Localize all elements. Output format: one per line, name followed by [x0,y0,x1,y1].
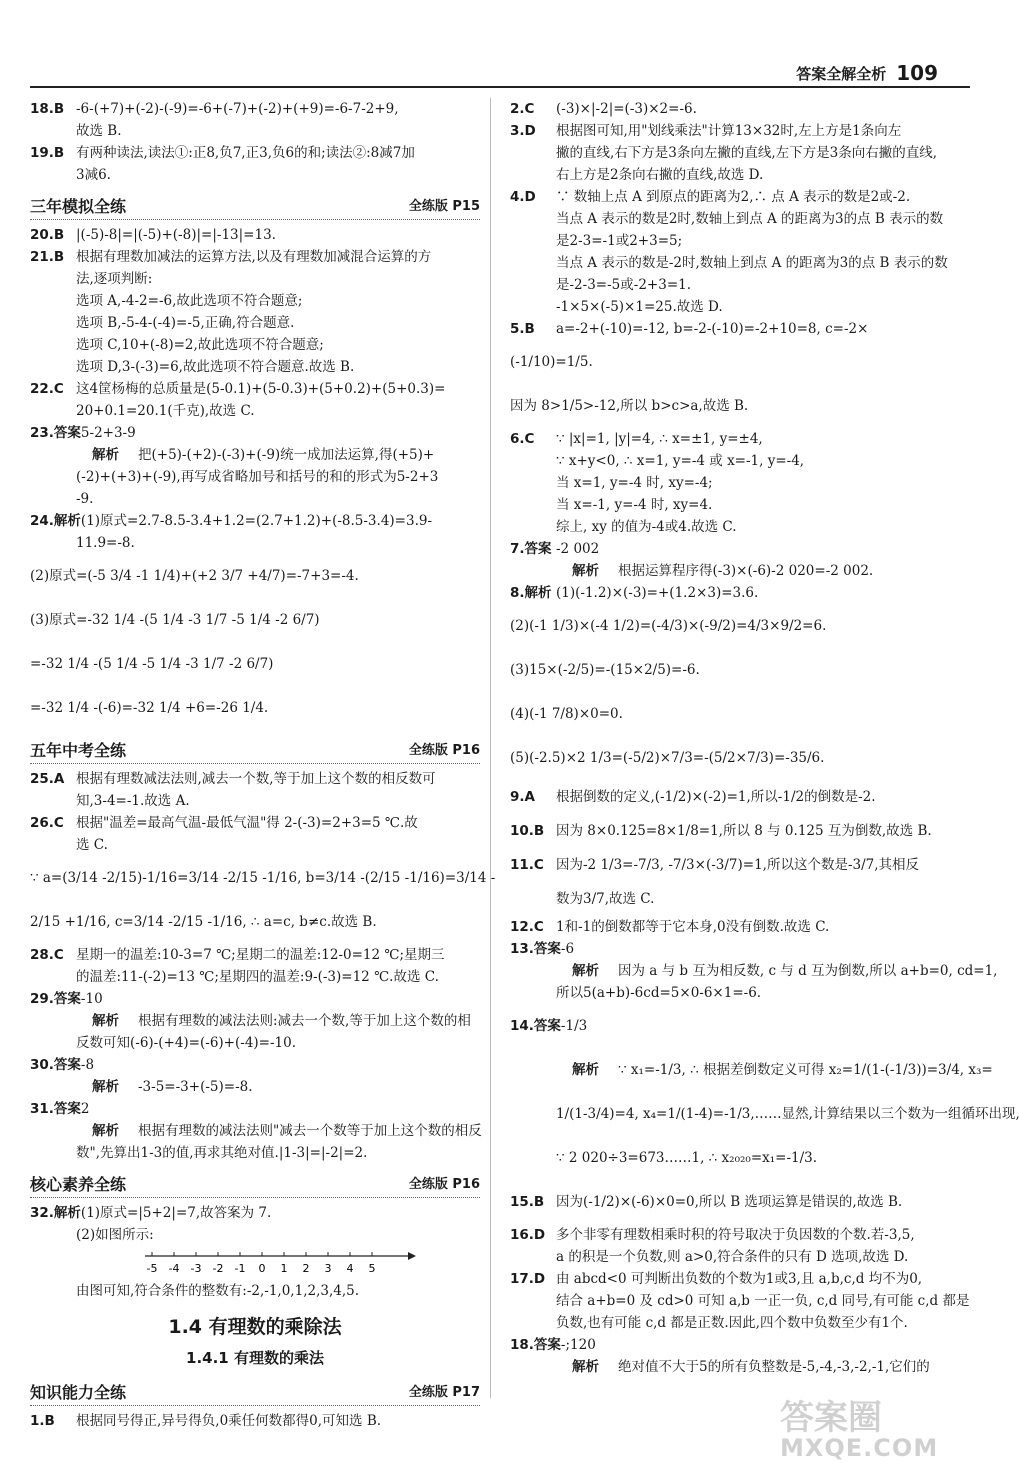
text-line [30,356,480,378]
line-text: 当点 A 表示的数是2时,数轴上到点 A 的距离为3的点 B 表示的数 [556,211,944,227]
number-line [140,1246,420,1280]
text-line [510,692,960,736]
line-text: 撇的直线,右下方是3条向左撇的直线,左下方是3条向右撇的直线, [556,145,938,161]
line-text: a 的积是一个负数,则 a>0,符合条件的只有 D 选项,故选 D. [556,1249,909,1265]
text-line [510,938,960,960]
text-line [30,334,480,356]
text-line [30,1202,480,1224]
question-number: 18.B [30,101,65,117]
question-number: 31.答案 [30,1101,81,1117]
number-line-svg [140,1246,420,1280]
text-line [510,494,960,516]
line-text: (5)(-2.5)×2 1/3=(-5/2)×7/3=-(5/2×7/3)=-35/6. [510,750,825,766]
analysis-tag: 解析 [92,1123,119,1139]
text-line [510,186,960,208]
line-text: 2 [80,1101,90,1117]
line-text: 由图可知,符合条件的整数有:-2,-1,0,1,2,3,4,5. [76,1283,360,1299]
text-line [30,1142,480,1164]
analysis-tag: 解析 [92,1079,119,1095]
question-number: 25.A [30,771,65,787]
text-line [510,318,960,340]
question-number: 19.B [30,145,65,161]
number-line-label: 3 [324,1262,332,1275]
line-text: -2 002 [556,541,600,557]
line-text: -6-(+7)+(-2)-(-9)=-6+(-7)+(-2)+(+9)=-6-7-2+9, [76,101,399,117]
text-line [510,814,960,848]
line-text: (2)原式=(-5 3/4 -1 1/4)+(+2 3/7 +4/7)=-7+3=-4. [30,568,359,584]
question-number: 24.解析 [30,513,81,529]
text-line [510,450,960,472]
line-text: 因为 8×0.125=8×1/8=1,所以 8 与 0.125 互为倒数,故选 B. [556,823,932,839]
line-text: (-2)+(+3)+(-9),再写成省略加号和括号的和的形式为5-2+3 [76,469,439,485]
number-line-label: 1 [280,1262,288,1275]
text-line [510,1004,960,1048]
right-block-2-math [510,604,960,780]
question-number: 8.解析 [510,585,552,601]
text-line [30,790,480,812]
line-text: 根据"温差=最高气温-最低气温"得 2-(-3)=2+3=5 ℃.故 [76,815,418,831]
section-header-zhishi [30,1376,480,1406]
text-line [510,982,960,1004]
question-number: 20.B [30,227,65,243]
line-text: (1)原式=2.7-8.5-3.4+1.2=(2.7+1.2)+(-8.5-3.4)=3.9- [80,513,433,529]
right-block-6 [510,1224,970,1378]
text-line [30,290,480,312]
line-text: 根据有理数的减法法则:减去一个数,等于加上这个数的相 [138,1013,471,1029]
line-text: ∵ x+y<0, ∴ x=1, y=-4 或 x=-1, y=-4, [556,453,805,469]
text-line [510,1224,960,1246]
question-number: 1.B [30,1413,55,1429]
question-number: 11.C [510,857,544,873]
text-line [30,488,480,510]
line-text: 5-2+3-9 [80,425,136,441]
line-text: (1)原式=|5+2|=7,故答案为 7. [80,1205,272,1221]
section-ref: 全练版 P16 [401,739,480,763]
line-text: 数为3/7,故选 C. [556,891,655,907]
number-line-label: 5 [368,1262,376,1275]
text-line [30,400,480,422]
text-line [30,1098,480,1120]
line-text: 1和-1的倒数都等于它本身,0没有倒数.故选 C. [556,919,830,935]
text-line [510,120,960,142]
text-line [30,1120,480,1142]
text-line [30,142,480,164]
text-line [30,768,480,790]
line-text: 根据图可知,用"划线乘法"计算13×32时,左上方是1条向左 [556,123,902,139]
line-text: 因为(-1/2)×(-6)×0=0,所以 B 选项运算是错误的,故选 B. [556,1194,903,1210]
question-number: 23.答案 [30,425,81,441]
left-block-3 [30,768,480,856]
line-text: 因为 8>1/5>-12,所以 b>c>a,故选 B. [510,398,749,414]
right-column [510,98,1020,1408]
line-text: 根据有理数减法法则,减去一个数,等于加上这个数的相反数可 [76,771,436,787]
text-line [30,554,480,598]
text-line [30,856,496,900]
line-text: 根据运算程序得(-3)×(-6)-2 020=-2 002. [618,563,874,579]
line-text: 根据有理数加减法的运算方法,以及有理数加减混合运算的方 [76,249,432,265]
text-line [30,268,480,290]
question-number: 29.答案 [30,991,81,1007]
text-line [510,1334,960,1356]
line-text: 20+0.1=20.1(千克),故选 C. [76,403,255,419]
text-line [30,1010,480,1032]
question-number: 9.A [510,789,535,805]
text-line [30,164,480,186]
right-block-4 [510,916,998,1004]
text-line [510,736,960,780]
left-block-3-math [30,856,496,944]
right-block-1 [510,98,960,340]
line-text: 1/(1-3/4)=4, x₄=1/(1-4)=-1/3,……显然,计算结果以三个数为一组循环出现, [556,1106,1020,1122]
left-block-5 [30,1202,480,1246]
line-text: (-1/10)=1/5. [510,354,593,370]
line-text: 2/15 +1/16, c=3/14 -2/15 -1/16, ∴ a=c, b≠c.故选 B. [30,914,377,930]
left-block-7 [30,1410,480,1432]
line-text: -10 [80,991,103,1007]
watermark-top: 答案圈 [780,1398,882,1438]
question-number: 13.答案 [510,941,561,957]
line-text: 根据同号得正,异号得负,0乘任何数都得0,可知选 B. [76,1413,382,1429]
left-block-2 [30,224,480,554]
text-line [30,98,480,120]
line-text: 是2-3=-1或2+3=5; [556,233,683,249]
line-text: 综上, xy 的值为-4或4.故选 C. [556,519,737,535]
question-number: 22.C [30,381,64,397]
page-number: 109 [896,61,938,85]
text-line [510,960,998,982]
line-text: 选项 A,-4-2=-6,故此选项不符合题意; [76,293,303,309]
analysis-tag: 解析 [92,1013,119,1029]
left-column [30,98,496,1429]
text-line [30,944,480,966]
question-number: 16.D [510,1227,546,1243]
number-line-label: 4 [346,1262,354,1275]
text-line [30,834,480,856]
text-line [510,208,960,230]
section-title: 知识能力全练 [30,1381,134,1405]
question-number: 12.C [510,919,544,935]
section-ref: 全练版 P15 [401,195,480,219]
right-block-3 [510,780,960,916]
text-line [510,604,960,648]
right-block-5 [510,1004,1020,1224]
section-header-hexin [30,1168,480,1198]
text-line [30,224,480,246]
text-line [30,988,480,1010]
line-text: (3)原式=-32 1/4 -(5 1/4 -3 1/7 -5 1/4 -2 6/7) [30,612,320,628]
text-line [30,246,480,268]
text-line [510,428,960,450]
text-line [510,230,960,252]
text-line [510,1092,1020,1136]
text-line [510,882,960,916]
analysis-tag: 解析 [92,447,119,463]
line-text: 是-2-3=-5或-2+3=1. [556,277,692,293]
line-text: 当 x=-1, y=-4 时, xy=4. [556,497,713,513]
line-text: -6 [560,941,575,957]
question-number: 5.B [510,321,535,337]
text-line [30,1280,480,1302]
right-block-1-math [510,340,960,428]
line-text: -;120 [560,1337,596,1353]
right-block-2 [510,428,960,604]
section-title: 三年模拟全练 [30,195,134,219]
number-line-label: 0 [258,1262,266,1275]
text-line [510,560,960,582]
section-ref: 全练版 P16 [401,1173,480,1197]
text-line [510,296,960,318]
text-line [30,422,480,444]
watermark-bottom: MXQE.COM [780,1434,939,1462]
analysis-tag: 解析 [572,563,599,579]
question-number: 10.B [510,823,545,839]
text-line [30,1410,480,1432]
line-text: 11.9=-8. [76,535,135,551]
text-line [30,812,480,834]
analysis-tag: 解析 [572,963,599,979]
section-title: 五年中考全练 [30,739,134,763]
question-number: 6.C [510,431,535,447]
text-line [30,686,480,730]
line-text: 因为 a 与 b 互为相反数, c 与 d 互为倒数,所以 a+b=0, cd=1, [618,963,998,979]
line-text: 知,3-4=-1.故选 A. [76,793,190,809]
text-line [510,1180,960,1224]
text-line [510,1246,960,1268]
line-text: -1/3 [560,1018,588,1034]
question-number: 4.D [510,189,536,205]
line-text: (2)(-1 1/3)×(-4 1/2)=(-4/3)×(-9/2)=4/3×9/2=6. [510,618,827,634]
watermark-logo [780,1400,980,1460]
line-text: 法,逐项判断: [76,271,153,287]
question-number: 15.B [510,1194,545,1210]
text-line [510,252,960,274]
question-number: 30.答案 [30,1057,81,1073]
line-text: 选项 C,10+(-8)=2,故此选项不符合题意; [76,337,324,353]
line-text: 反数可知(-6)-(+4)=(-6)+(-4)=-10. [76,1035,297,1051]
number-line-label: -2 [212,1262,224,1275]
text-line [510,384,960,428]
line-text: 绝对值不大于5的所有负整数是-5,-4,-3,-2,-1,它们的 [618,1359,930,1375]
line-text: 当 x=1, y=-4 时, xy=-4; [556,475,713,491]
line-text: -9. [76,491,94,507]
question-number: 14.答案 [510,1018,561,1034]
line-text: 有两种读法,读法①:正8,负7,正3,负6的和;读法②:8减7加 [76,145,415,161]
text-line [510,1268,960,1290]
question-number: 21.B [30,249,65,265]
line-text: -3-5=-3+(-5)=-8. [138,1079,253,1095]
line-text: 因为-2 1/3=-7/3, -7/3×(-3/7)=1,所以这个数是-3/7,其相反 [556,857,920,873]
line-text: ∵ 数轴上点 A 到原点的距离为2,∴ 点 A 表示的数是2或-2. [556,189,911,205]
line-text: 当点 A 表示的数是-2时,数轴上到点 A 的距离为3的点 B 表示的数 [556,255,948,271]
section-header-sannian [30,190,480,220]
question-number: 18.答案 [510,1337,561,1353]
text-line [510,1356,960,1378]
line-text: 这4筐杨梅的总质量是(5-0.1)+(5-0.3)+(5+0.2)+(5+0.3)= [76,381,446,397]
line-text: 故选 B. [76,123,122,139]
line-text: (3)15×(-2/5)=-(15×2/5)=-6. [510,662,700,678]
number-line-label: -1 [234,1262,246,1275]
line-text: 把(+5)-(+2)-(-3)+(-9)统一成加法运算,得(+5)+ [138,447,435,463]
number-line-label: -4 [168,1262,180,1275]
text-line [30,378,480,400]
text-line [30,120,480,142]
line-text: (1)(-1.2)×(-3)=+(1.2×3)=3.6. [556,585,759,601]
line-text: 结合 a+b=0 及 cd>0 可知 a,b 一正一负, c,d 同号,有可能 c,d 都是 [556,1293,970,1309]
line-text: 右上方是2条向右撇的直线,故选 D. [556,167,764,183]
line-text: 星期一的温差:10-3=7 ℃;星期二的温差:12-0=12 ℃;星期三 [76,947,445,963]
question-number: 17.D [510,1271,546,1287]
line-text: 根据有理数的减法法则"减去一个数等于加上这个数的相反 [138,1123,482,1139]
line-text: 所以5(a+b)-6cd=5×0-6×1=-6. [556,985,762,1001]
analysis-tag: 解析 [572,1359,599,1375]
line-text: |(-5)-8|=|(-5)+(-8)|=|-13|=13. [76,227,276,243]
text-line [30,444,480,466]
left-block-6 [30,1280,480,1302]
text-line [510,780,960,814]
line-text: =-32 1/4 -(-6)=-32 1/4 +6=-26 1/4. [30,700,269,716]
line-text: 选 C. [76,837,108,853]
line-text: =-32 1/4 -(5 1/4 -5 1/4 -3 1/7 -2 6/7) [30,656,274,672]
text-line [510,1048,993,1092]
text-line [510,516,960,538]
text-line [510,98,960,120]
text-line [510,164,960,186]
question-number: 32.解析 [30,1205,81,1221]
line-text: -8 [80,1057,95,1073]
text-line [510,1136,960,1180]
analysis-tag: 解析 [572,1062,599,1078]
line-text: 数",先算出1-3的值,再求其绝对值.|1-3|=|-2|=2. [76,1145,368,1161]
question-number: 28.C [30,947,64,963]
left-block-1 [30,98,480,186]
line-text: 选项 D,3-(-3)=6,故此选项不符合题意.故选 B. [76,359,355,375]
line-text: ∵ x₁=-1/3, ∴ 根据差倒数定义可得 x₂=1/(1-(-1/3))=3/4, x₃= [618,1062,993,1078]
text-line [30,312,480,334]
question-number: 26.C [30,815,64,831]
text-line [30,642,480,686]
line-text: 选项 B,-5-4-(-4)=-5,正确,符合题意. [76,315,295,331]
text-line [510,142,960,164]
text-line [510,916,960,938]
text-line [510,340,960,384]
line-text: 的温差:11-(-2)=13 ℃;星期四的温差:9-(-3)=12 ℃.故选 C. [76,969,439,985]
left-block-4 [30,944,480,1164]
text-line [510,648,960,692]
text-line [510,472,960,494]
text-line [30,1032,480,1054]
number-line-label: -3 [190,1262,202,1275]
text-line [510,848,960,882]
text-line [30,1054,480,1076]
line-text: (4)(-1 7/8)×0=0. [510,706,623,722]
text-line [30,966,480,988]
section-ref: 全练版 P17 [401,1381,480,1405]
line-text: 根据倒数的定义,(-1/2)×(-2)=1,所以-1/2的倒数是-2. [556,789,876,805]
header-label: 答案全解全析 [796,65,887,83]
text-line [30,466,480,488]
text-line [30,598,480,642]
text-line [30,900,480,944]
text-line [510,1290,970,1312]
text-line [30,1076,480,1098]
line-text: ∵ 2 020÷3=673……1, ∴ x₂₀₂₀=x₁=-1/3. [556,1150,818,1166]
header-rule [30,86,970,88]
text-line [510,274,960,296]
line-text: 多个非零有理数相乘时积的符号取决于负因数的个数.若-3,5, [556,1227,915,1243]
question-number: 2.C [510,101,535,117]
line-text: ∵ a=(3/14 -2/15)-1/16=3/14 -2/15 -1/16, b=3/14 -(2/15 -1/16)=3/14 - [30,870,496,886]
line-text: 负数,也有可能 c,d 都是正数.因此,四个数中负数至少有1个. [556,1315,908,1331]
section-header-wunian [30,734,480,764]
line-text: 3减6. [76,167,111,183]
line-text: (-3)×|-2|=(-3)×2=-6. [556,101,697,117]
question-number: 7.答案 [510,541,552,557]
line-text: a=-2+(-10)=-12, b=-2-(-10)=-2+10=8, c=-2× [556,321,869,337]
text-line [30,1224,480,1246]
text-line [510,582,960,604]
number-line-label: 2 [302,1262,310,1275]
left-block-2-math [30,554,480,730]
column-divider [490,98,491,1398]
number-line-label: -5 [146,1262,158,1275]
line-text: ∵ |x|=1, |y|=4, ∴ x=±1, y=±4, [556,431,763,447]
subchapter-title: 1.4.1 有理数的乘法 [186,1349,324,1367]
question-number: 3.D [510,123,536,139]
text-line [30,532,480,554]
line-text: -1×5×(-5)×1=25.故选 D. [556,299,723,315]
line-text: (2)如图所示: [76,1227,154,1243]
text-line [510,538,960,560]
section-title: 核心素养全练 [30,1173,134,1197]
text-line [510,1312,960,1334]
page-header [796,50,938,84]
text-line [30,510,480,532]
line-text: 由 abcd<0 可判断出负数的个数为1或3,且 a,b,c,d 均不为0, [556,1271,923,1287]
chapter-title: 1.4 有理数的乘除法 [168,1316,342,1338]
